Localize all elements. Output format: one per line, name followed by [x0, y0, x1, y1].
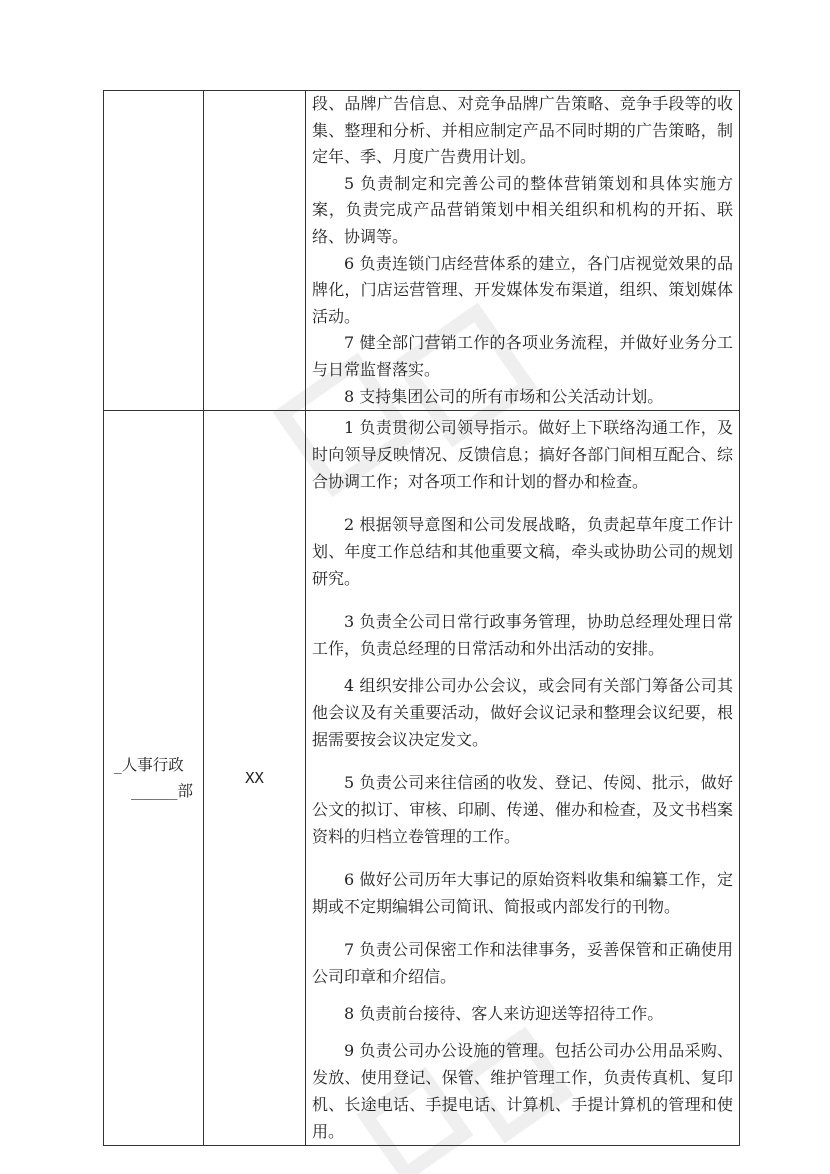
- person-cell: XX: [204, 411, 306, 1146]
- duty-paragraph: 2 根据领导意图和公司发展战略，负责起草年度工作计划、年度工作总结和其他重要文稿，牵头或协助公司的规划研究。: [312, 515, 733, 589]
- responsibility-table: [103, 90, 740, 1146]
- duty-paragraph: 6 负责连锁门店经营体系的建立，各门店视觉效果的品牌化，门店运营管理、开发媒体发布渠道，组织、策划媒体活动。: [312, 253, 733, 326]
- department-name-line1: _人事行政: [114, 756, 184, 775]
- duty-paragraph: 段、品牌广告信息、对竞争品牌广告策略、竞争手段等的收集、整理和分析、并相应制定产品不同时期的广告策略，制定年、季、月度广告费用计划。: [312, 94, 733, 167]
- duty-paragraph: 9 负责公司办公设施的管理。包括公司办公用品采购、发放、使用登记、保管、维护管理工作，负责传真机、复印机、长途电话、手提电话、计算机、手提计算机的管理和使用。: [312, 1041, 733, 1142]
- duty-paragraph: 5 负责制定和完善公司的整体营销策划和具体实施方案，负责完成产品营销策划中相关组织和机构的开拓、联络、协调等。: [312, 173, 733, 246]
- department-name-line2: ______部: [130, 782, 193, 801]
- duty-paragraph: 7 负责公司保密工作和法律事务，妥善保管和正确使用公司印章和介绍信。: [312, 940, 733, 987]
- duty-paragraph: 8 负责前台接待、客人来访迎送等招待工作。: [344, 1004, 664, 1024]
- table-row: [104, 411, 740, 1146]
- duty-paragraph: 3 负责全公司日常行政事务管理，协助总经理处理日常工作，负责总经理的日常活动和外出活动的安排。: [312, 612, 733, 659]
- duty-paragraph: 1 负责贯彻公司领导指示。做好上下联络沟通工作，及时向领导反映情况、反馈信息；搞好各部门间相互配合、综合协调工作；对各项工作和计划的督办和检查。: [312, 418, 733, 492]
- duty-paragraph: 8 支持集团公司的所有市场和公关活动计划。: [344, 386, 664, 406]
- duties-cell: [306, 91, 740, 411]
- duties-cell: [306, 411, 740, 1146]
- duty-paragraph: 7 健全部门营销工作的各项业务流程，并做好业务分工与日常监督落实。: [312, 333, 733, 379]
- table-row: [104, 91, 740, 411]
- department-cell: [104, 411, 204, 1146]
- duty-paragraph: 6 做好公司历年大事记的原始资料收集和编纂工作，定期或不定期编辑公司简讯、简报或内部发行的刊物。: [312, 870, 733, 917]
- duty-paragraph: 4 组织安排公司办公会议，或会同有关部门筹备公司其他会议及有关重要活动，做好会议记录和整理会议纪要，根据需要按会议决定发文。: [312, 676, 733, 750]
- duty-paragraph: 5 负责公司来往信函的收发、登记、传阅、批示，做好公文的拟订、审核、印刷、传递、催办和检查，及文书档案资料的归档立卷管理的工作。: [312, 773, 733, 847]
- department-cell: [104, 91, 204, 411]
- person-cell: [204, 91, 306, 411]
